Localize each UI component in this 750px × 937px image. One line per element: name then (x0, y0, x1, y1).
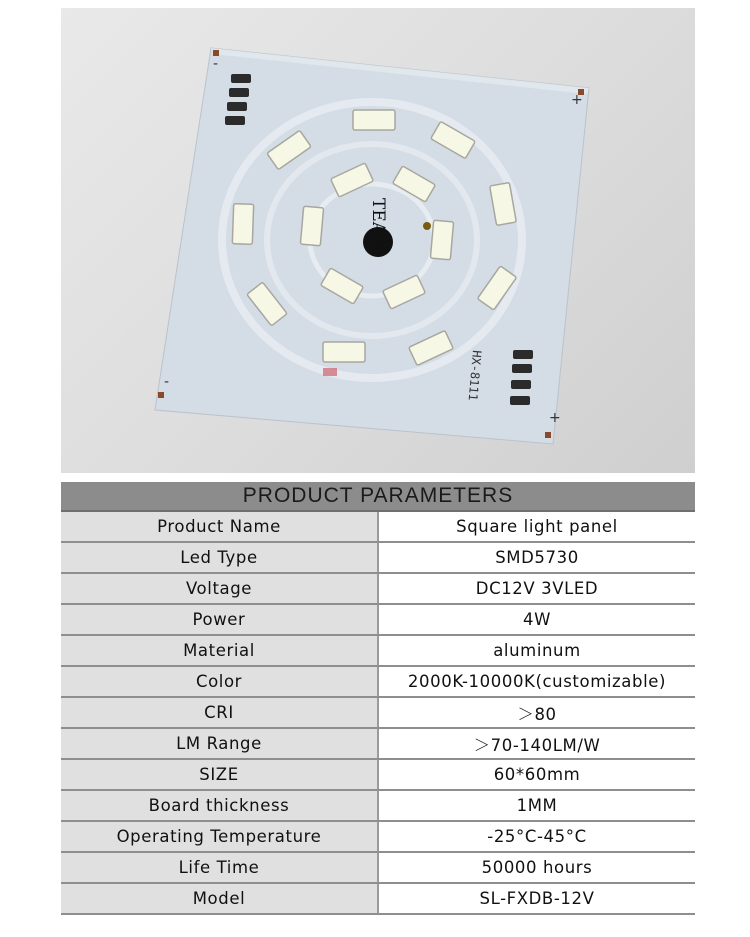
row-value: ＞80 (378, 697, 695, 728)
led-board-illustration (61, 8, 695, 473)
minus-mark: - (164, 374, 170, 390)
plus-mark: + (549, 410, 561, 426)
table-row (61, 542, 695, 573)
table-row (61, 511, 695, 542)
row-label: Voltage (61, 573, 378, 604)
table-row (61, 790, 695, 821)
row-value: SL-FXDB-12V (378, 883, 695, 914)
row-value: Square light panel (378, 511, 695, 542)
row-value: SMD5730 (378, 542, 695, 573)
row-label: Power (61, 604, 378, 635)
row-label: Material (61, 635, 378, 666)
row-value: -25°C-45°C (378, 821, 695, 852)
led-chip (323, 342, 365, 362)
row-label: SIZE (61, 759, 378, 790)
row-value: 4W (378, 604, 695, 635)
product-photo (61, 8, 695, 473)
corner-pad (158, 392, 164, 398)
table-row (61, 852, 695, 883)
row-label: CRI (61, 697, 378, 728)
row-label: LM Range (61, 728, 378, 759)
table-row (61, 883, 695, 914)
table-title: PRODUCT PARAMETERS (61, 482, 695, 511)
row-label: Board thickness (61, 790, 378, 821)
table-row (61, 573, 695, 604)
led-chip (353, 110, 395, 130)
row-label: Led Type (61, 542, 378, 573)
table-row (61, 728, 695, 759)
corner-pad (545, 432, 551, 438)
table-row (61, 604, 695, 635)
row-value: 2000K-10000K(customizable) (378, 666, 695, 697)
table-row (61, 821, 695, 852)
led-chip (430, 220, 453, 260)
row-label: Model (61, 883, 378, 914)
minus-mark: - (213, 56, 219, 72)
table-row (61, 759, 695, 790)
board-code-text: HX-8111 (465, 349, 484, 402)
row-label: Life Time (61, 852, 378, 883)
table-row (61, 697, 695, 728)
row-label: Operating Temperature (61, 821, 378, 852)
row-label: Product Name (61, 511, 378, 542)
row-value: 50000 hours (378, 852, 695, 883)
plus-mark: + (571, 92, 583, 108)
row-label: Color (61, 666, 378, 697)
product-parameters-table (61, 482, 695, 915)
row-value: ＞70-140LM/W (378, 728, 695, 759)
board-logo-text: TEAM (368, 198, 388, 252)
row-value: 60*60mm (378, 759, 695, 790)
led-chip (232, 204, 253, 245)
table-title-row (61, 482, 695, 511)
row-value: aluminum (378, 635, 695, 666)
table-row (61, 635, 695, 666)
table-row (61, 666, 695, 697)
led-chip (300, 206, 323, 246)
row-value: DC12V 3VLED (378, 573, 695, 604)
row-value: 1MM (378, 790, 695, 821)
